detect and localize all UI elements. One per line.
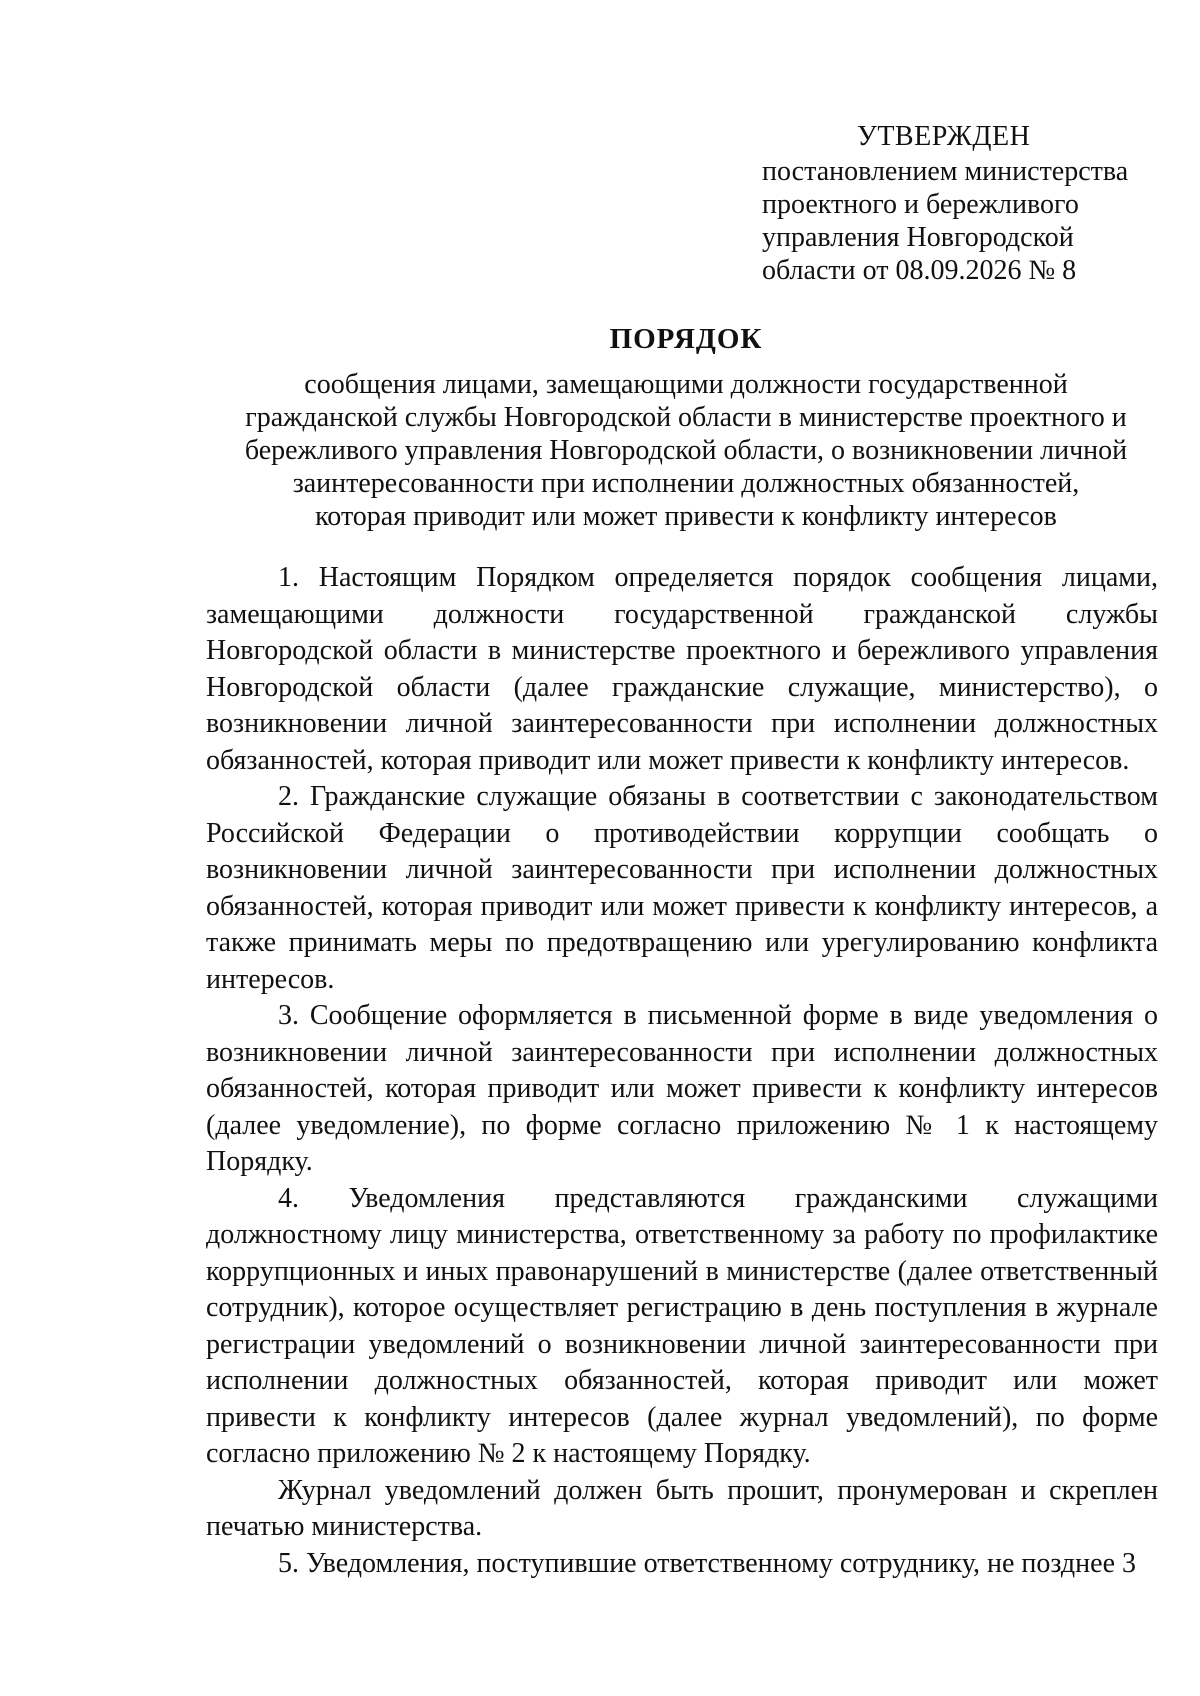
paragraph-1: 1. Настоящим Порядком определяется порядок сообщения лицами, замещающими должности государственной гражданской службы Новгородской области в министерстве проектного и бережливого управления Новгородской области (далее гражданские служащие, министерство), о возникновении личной заинтересованности при исполнении должностных обязанностей, которая приводит или может привести к конфликту интересов. — [206, 562, 1158, 776]
subtitle-line: которая приводит или может привести к конфликту интересов — [315, 501, 1057, 532]
paragraph-2: 2. Гражданские служащие обязаны в соответствии с законодательством Российской Федерации о противодействии коррупции сообщать о возникновении личной заинтересованности при исполнении должностных обязанностей, которая приводит или может привести к конфликту интересов, а также принимать меры по предотвращению или урегулированию конфликта интересов. — [206, 781, 1158, 995]
document-subtitle — [206, 368, 1166, 533]
paragraph-4-note: Журнал уведомлений должен быть прошит, пронумерован и скреплен печатью министерства. — [206, 1474, 1158, 1542]
paragraph-5: 5. Уведомления, поступившие ответственному сотруднику, не позднее 3 — [278, 1547, 1136, 1579]
document-title: ПОРЯДОК — [609, 323, 763, 355]
subtitle-line: сообщения лицами, замещающими должности государственной — [304, 369, 1068, 400]
approval-line: постановлением министерства — [762, 156, 1129, 187]
document-body — [206, 560, 1158, 1582]
paragraph-3: 3. Сообщение оформляется в письменной форме в виде уведомления о возникновении личной заинтересованности при исполнении должностных обязанностей, которая приводит или может привести к конфликту интересов (далее уведомление), по форме согласно приложению № 1 к настоящему Порядку. — [206, 1000, 1158, 1177]
approval-line: проектного и бережливого — [762, 189, 1079, 220]
subtitle-line: заинтересованности при исполнении должностных обязанностей, — [292, 468, 1080, 499]
approval-block — [762, 120, 1162, 287]
subtitle-line: гражданской службы Новгородской области в министерстве проектного и — [245, 402, 1127, 433]
approval-title: УТВЕРЖДЕН — [857, 121, 1031, 152]
approval-line: управления Новгородской — [762, 222, 1074, 253]
paragraph-4: 4. Уведомления представляются гражданскими служащими должностному лицу министерства, ответственному за работу по профилактике коррупционных и иных правонарушений в министерстве (далее ответственный сотрудник), которое осуществляет регистрацию в день поступления в журнале регистрации уведомлений о возникновении личной заинтересованности при исполнении должностных обязанностей, которая приводит или может привести к конфликту интересов (далее журнал уведомлений), по форме согласно приложению № 2 к настоящему Порядку. — [206, 1182, 1158, 1469]
approval-line: области от 08.09.2026 № 8 — [762, 255, 1077, 286]
subtitle-line: бережливого управления Новгородской области, о возникновении личной — [244, 435, 1128, 466]
